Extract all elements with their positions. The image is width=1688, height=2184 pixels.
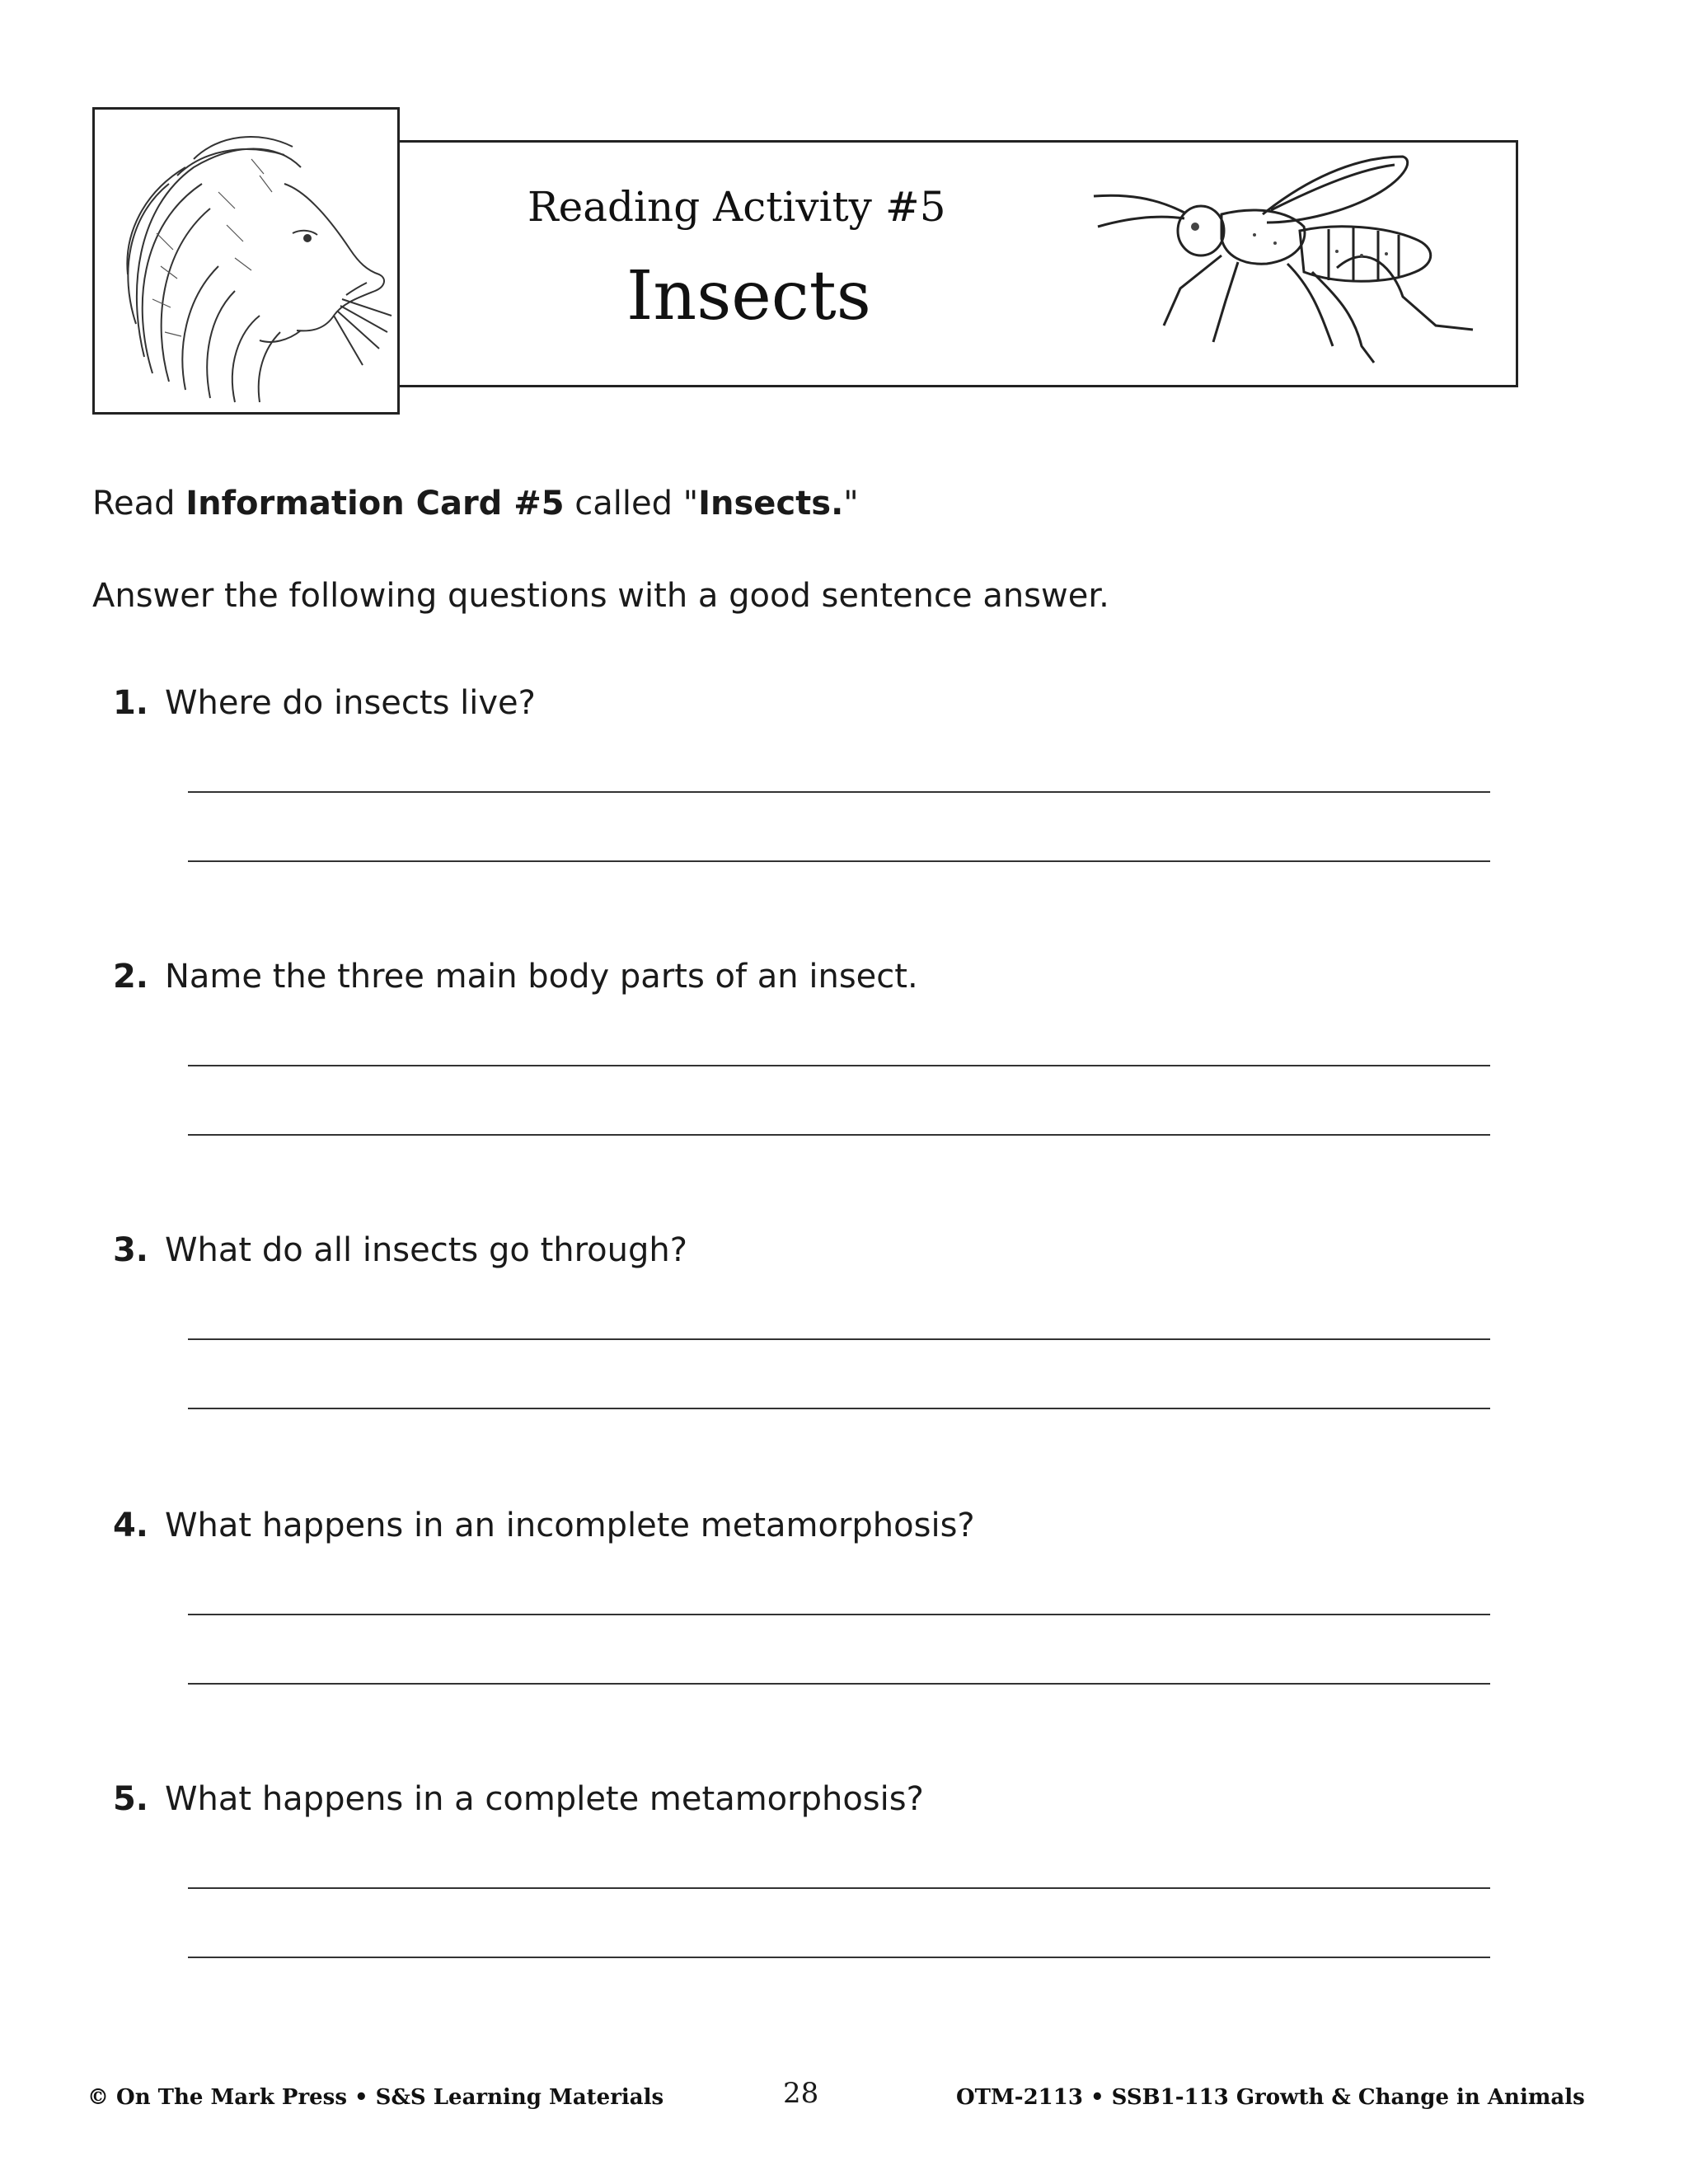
question-text: What happens in an incomplete metamorphosis? bbox=[165, 1507, 975, 1544]
answer-instruction: Answer the following questions with a good sentence answer. bbox=[92, 577, 1109, 615]
grasshopper-drawing bbox=[1090, 148, 1485, 371]
reading-instruction bbox=[92, 485, 859, 523]
question-text: Name the three main body parts of an insect. bbox=[165, 958, 918, 996]
card-title: Insects. bbox=[698, 485, 844, 523]
read-middle: called " bbox=[564, 485, 699, 523]
info-card-name: Information Card #5 bbox=[185, 485, 565, 523]
answer-line[interactable] bbox=[188, 1614, 1490, 1615]
page-title: Insects bbox=[626, 257, 871, 335]
answer-line[interactable] bbox=[188, 1887, 1490, 1889]
answer-line[interactable] bbox=[188, 1957, 1490, 1958]
question-text: What happens in a complete metamorphosis? bbox=[165, 1780, 924, 1818]
answer-line[interactable] bbox=[188, 1065, 1490, 1066]
question-text: Where do insects live? bbox=[165, 684, 536, 722]
answer-line[interactable] bbox=[188, 791, 1490, 793]
footer-product-code: OTM-2113 • SSB1-113 Growth & Change in Animals bbox=[956, 2085, 1585, 2110]
question-number: 2. bbox=[112, 958, 148, 996]
question-number: 3. bbox=[112, 1231, 148, 1269]
page-number: 28 bbox=[783, 2077, 819, 2110]
lion-illustration-frame bbox=[92, 107, 400, 415]
read-prefix: Read bbox=[92, 485, 186, 523]
question-text: What do all insects go through? bbox=[165, 1231, 687, 1269]
question-number: 5. bbox=[112, 1780, 148, 1818]
footer-publisher: © On The Mark Press • S&S Learning Materials bbox=[87, 2085, 664, 2110]
answer-line[interactable] bbox=[188, 1338, 1490, 1340]
read-suffix: " bbox=[843, 485, 859, 523]
question-number: 1. bbox=[112, 684, 148, 722]
question-number: 4. bbox=[112, 1507, 148, 1544]
answer-line[interactable] bbox=[188, 1134, 1490, 1136]
answer-line[interactable] bbox=[188, 1408, 1490, 1409]
lion-head-drawing bbox=[95, 110, 397, 412]
answer-line[interactable] bbox=[188, 860, 1490, 862]
answer-line[interactable] bbox=[188, 1683, 1490, 1685]
activity-label: Reading Activity #5 bbox=[528, 183, 946, 231]
